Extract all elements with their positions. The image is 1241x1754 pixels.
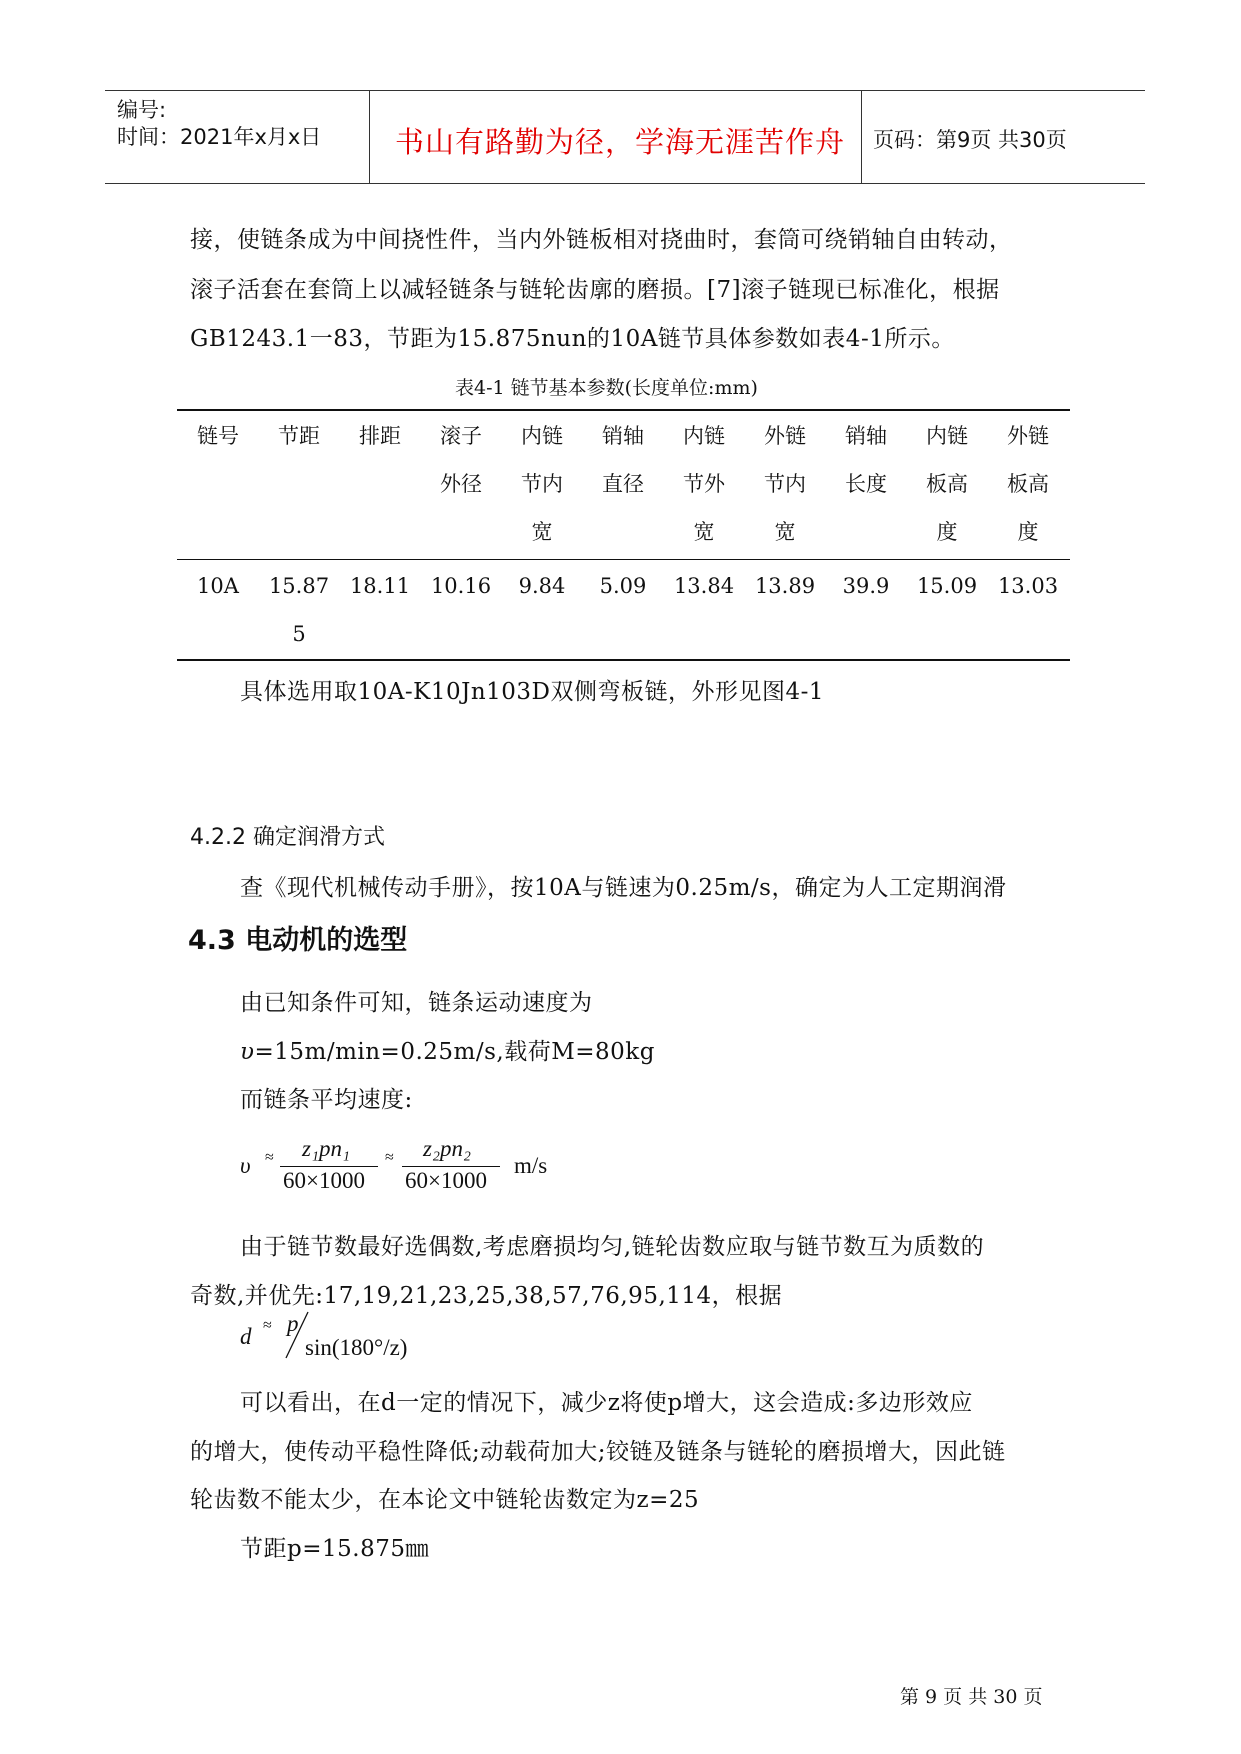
table-cell: 10.16: [430, 574, 492, 598]
header-motto: 书山有路勤为径，学海无涯苦作舟: [395, 125, 846, 159]
table-header-cell: 内链 板高 度: [926, 424, 968, 544]
paragraph-line: υ=15m/min=0.25m/s,载荷M=80kg: [240, 1039, 655, 1065]
table-header-cell: 外链 板高 度: [1007, 424, 1049, 544]
paragraph-line: 轮齿数不能太少，在本论文中链轮齿数定为z=25: [190, 1487, 700, 1513]
fraction-bar: [280, 1166, 378, 1167]
table-header-cell: 销轴 长度: [845, 424, 887, 496]
paragraph-line: 节距p=15.875㎜: [240, 1536, 429, 1562]
paragraph-line: 接，使链条成为中间挠性件，当内外链板相对挠曲时，套筒可绕销轴自由转动，: [190, 227, 1013, 253]
doc-number-label: 编号:: [117, 98, 167, 122]
formula-numerator: z₂pn₂: [423, 1136, 471, 1161]
table-header-cell: 外链 节内 宽: [764, 424, 806, 544]
table-cell: 13.03: [997, 574, 1059, 598]
table-cell: 10A: [197, 574, 239, 598]
table-header-cell: 内链 节外 宽: [683, 424, 725, 544]
approx-sign: ≈: [385, 1149, 394, 1166]
table-cell: 9.84: [518, 574, 566, 598]
paragraph-line: 奇数,并优先:17,19,21,23,25,38,57,76,95,114，根据: [190, 1283, 783, 1309]
table-bottom-rule: [177, 659, 1070, 661]
page-footer: 第 9 页 共 30 页: [900, 1686, 1043, 1708]
table-cell: 13.84: [673, 574, 735, 598]
table-header-cell: 内链 节内 宽: [521, 424, 563, 544]
table-cell: 18.11: [349, 574, 411, 598]
paragraph-line: 的增大，使传动平稳性降低;动载荷加大;铰链及链条与链轮的磨损增大，因此链: [190, 1439, 1006, 1465]
paragraph-line: 由于链节数最好选偶数,考虑磨损均匀,链轮齿数应取与链节数互为质数的: [240, 1234, 985, 1260]
approx-sign: ≈: [263, 1317, 272, 1334]
header-divider-left: [369, 90, 370, 184]
table-header-cell: 链号: [197, 424, 239, 448]
paragraph-line: 由已知条件可知，链条运动速度为: [240, 990, 593, 1016]
velocity-symbol: υ: [240, 1039, 255, 1065]
formula-unit: m/s: [514, 1153, 548, 1178]
page-indicator: 页码：第9页 共30页: [873, 128, 1067, 152]
approx-sign: ≈: [265, 1149, 274, 1166]
table-top-rule: [177, 409, 1070, 411]
table-caption: 表4-1 链节基本参数(长度单位:mm): [455, 377, 758, 399]
paragraph-line: 滚子活套在套筒上以减轻链条与链轮齿廓的磨损。[7]滚子链现已标准化，根据: [190, 277, 1000, 303]
table-cell: 5.09: [599, 574, 647, 598]
diameter-symbol: d: [240, 1324, 252, 1349]
formula-denominator: 60×1000: [405, 1168, 487, 1193]
header-divider-right: [861, 90, 862, 184]
table-header-cell: 节距: [278, 424, 320, 448]
table-header-cell: 滚子 外径: [440, 424, 482, 496]
doc-time-label: 时间：2021年x月x日: [117, 125, 322, 149]
table-cell: 13.89: [754, 574, 816, 598]
header-top-rule: [105, 90, 1145, 91]
table-cell: 15.87 5: [268, 574, 330, 646]
table-header-cell: 销轴 直径: [602, 424, 644, 496]
sine-denominator: sin(180°/z): [305, 1335, 408, 1360]
velocity-symbol: υ: [240, 1153, 251, 1178]
formula-denominator: 60×1000: [283, 1168, 365, 1193]
table-mid-rule: [177, 559, 1070, 560]
pitch-symbol: p: [287, 1311, 299, 1336]
table-cell: 39.9: [842, 574, 890, 598]
paragraph-line: 可以看出，在d一定的情况下，减少z将使p增大，这会造成:多边形效应: [240, 1390, 973, 1416]
paragraph-line: 具体选用取10A-K10Jn103D双侧弯板链，外形见图4-1: [240, 679, 825, 705]
paragraph-line: GB1243.1一83，节距为15.875nun的10A链节具体参数如表4-1所示。: [190, 326, 955, 352]
paragraph-line: 而链条平均速度:: [240, 1087, 413, 1113]
fraction-bar: [402, 1166, 500, 1167]
section-heading: 4.2.2 确定润滑方式: [190, 825, 385, 850]
formula-numerator: z₁pn₁: [302, 1136, 350, 1161]
table-cell: 15.09: [916, 574, 978, 598]
paragraph-line: 查《现代机械传动手册》，按10A与链速为0.25m/s，确定为人工定期润滑: [240, 875, 1007, 901]
section-heading: 4.3 电动机的选型: [188, 925, 408, 956]
header-bottom-rule: [105, 183, 1145, 184]
table-header-cell: 排距: [359, 424, 401, 448]
